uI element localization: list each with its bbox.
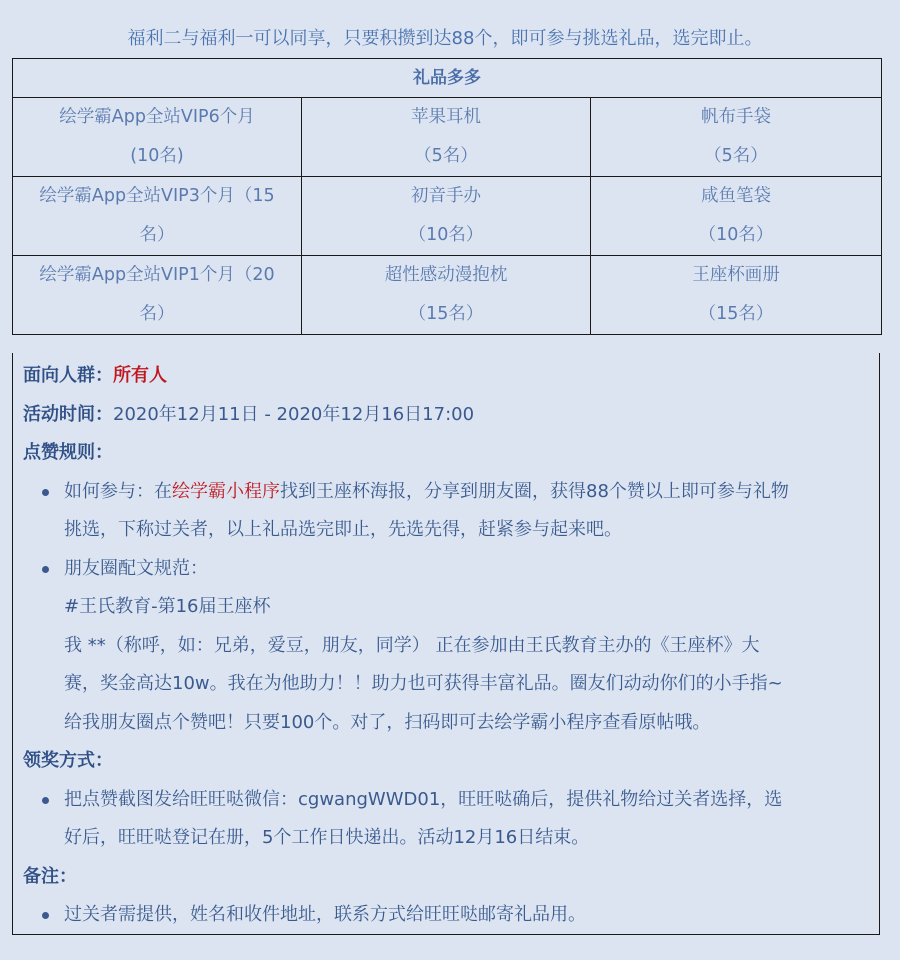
gift-cell: 绘学霸App全站VIP6个月 (10名) xyxy=(13,98,302,177)
audience-label: 面向人群： xyxy=(23,365,113,386)
gift-cell: 咸鱼笔袋 （10名） xyxy=(591,177,882,256)
audience-value: 所有人 xyxy=(113,365,167,386)
table-row xyxy=(13,98,882,177)
notes-list xyxy=(23,896,879,935)
gift-cell: 超性感动漫抱枕 （15名） xyxy=(302,256,591,335)
rules-box xyxy=(12,353,880,935)
list-item-continuation: 挑选，下称过关者，以上礼品选完即止，先选先得，赶紧参与起来吧。 xyxy=(64,519,622,540)
list-item: 过关者需提供，姓名和收件地址，联系方式给旺旺哒邮寄礼品用。 xyxy=(23,896,879,935)
bullet-dot-icon xyxy=(42,489,49,496)
gift-cell: 绘学霸App全站VIP3个月（15 名） xyxy=(13,177,302,256)
like-rules-heading: 点赞规则： xyxy=(23,442,113,463)
audience-row xyxy=(23,357,879,396)
list-item-continuation: #王氏教育-第16届王座杯 我 **（称呼，如：兄弟，爱豆，朋友，同学） 正在参加由王氏教育主办的《王座杯》大 赛，奖金高达10w。我在为他助力！！助力也可获得丰富礼品。圈友们动动你们的小手指~ 给我朋友圈点个赞吧！只要100个。对了，扫码即可去绘学霸小程序查看原帖哦。 xyxy=(64,596,783,733)
top-note: 福利二与福利一可以同享，只要积攒到达88个，即可参与挑选礼品，选完即止。 xyxy=(127,28,763,49)
list-item: 朋友圈配文规范： xyxy=(23,550,879,589)
claim-heading: 领奖方式： xyxy=(23,750,113,771)
gift-cell: 绘学霸App全站VIP1个月（20 名） xyxy=(13,256,302,335)
list-item-continuation: 好后，旺旺哒登记在册，5个工作日快递出。活动12月16日结束。 xyxy=(64,827,590,848)
table-row xyxy=(13,256,882,335)
table-row xyxy=(13,177,882,256)
like-rules-list xyxy=(23,473,879,743)
list-item: 把点赞截图发给旺旺哒微信：cgwangWWD01，旺旺哒确后，提供礼物给过关者选择，选 xyxy=(23,781,879,820)
gift-cell: 王座杯画册 （15名） xyxy=(591,256,882,335)
gift-table xyxy=(12,58,882,335)
bullet-dot-icon xyxy=(42,912,49,919)
gift-cell: 帆布手袋 （5名） xyxy=(591,98,882,177)
notes-heading: 备注： xyxy=(23,865,77,887)
time-label: 活动时间： xyxy=(23,403,113,425)
bullet-dot-icon xyxy=(42,566,49,573)
mini-program-link[interactable]: 绘学霸小程序 xyxy=(172,480,280,502)
bullet-dot-icon xyxy=(42,797,49,804)
gift-table-title: 礼品多多 xyxy=(13,59,882,98)
time-value: 2020年12月11日 - 2020年12月16日17:00 xyxy=(113,403,475,425)
list-item: 如何参与：在绘学霸小程序找到王座杯海报，分享到朋友圈，获得88个赞以上即可参与礼物 xyxy=(23,473,879,512)
gift-cell: 苹果耳机 （5名） xyxy=(302,98,591,177)
time-row xyxy=(23,396,879,435)
claim-list xyxy=(23,781,879,858)
gift-cell: 初音手办 （10名） xyxy=(302,177,591,256)
